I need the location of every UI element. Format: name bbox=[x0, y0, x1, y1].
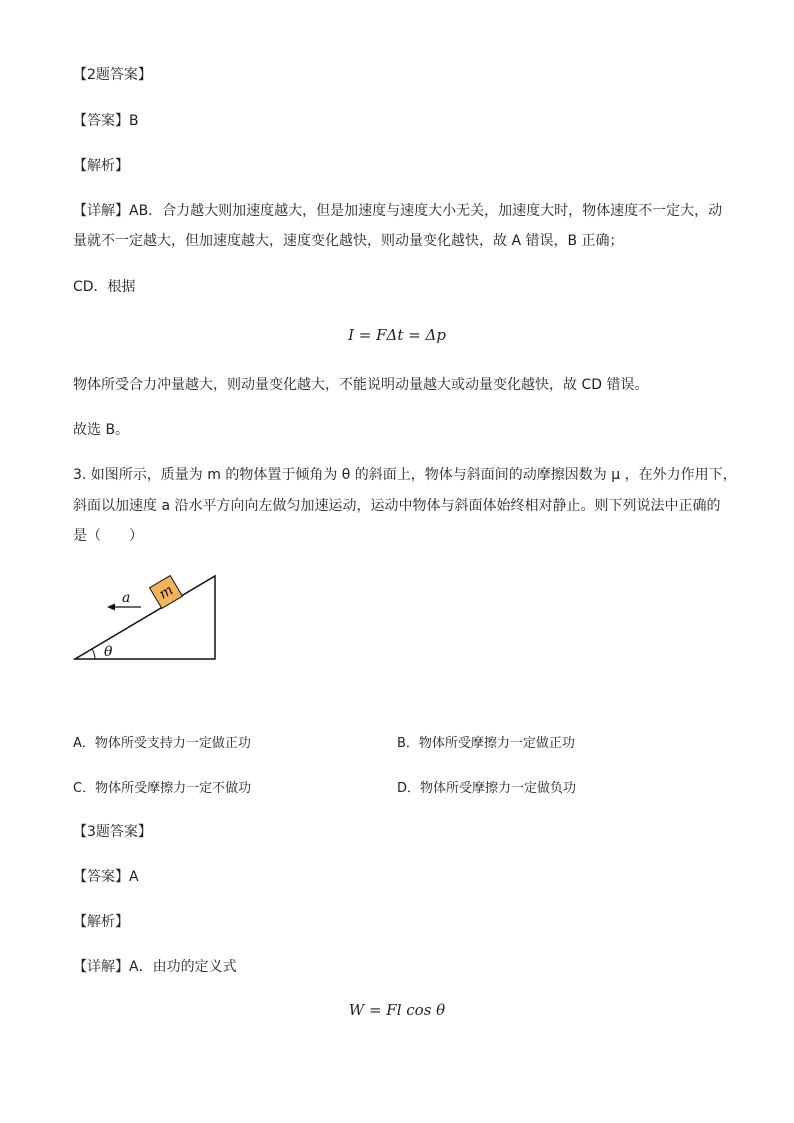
q2-detail-line-2: 量就不一定越大，但加速度越大，速度变化越快，则动量变化越快，故 A 错误，B 正确； bbox=[73, 233, 624, 249]
q2-cd-intro: CD．根据 bbox=[73, 279, 136, 295]
block-label: m bbox=[156, 582, 177, 603]
q3-option-c: C．物体所受摩擦力一定不做功 bbox=[73, 781, 252, 796]
q3-heading: 【3题答案】 bbox=[73, 824, 152, 840]
q3-detail-line-1: 【详解】A．由功的定义式 bbox=[73, 959, 237, 975]
q3-answer: 【答案】A bbox=[73, 869, 139, 885]
q3-stem-line-1: 3. 如图所示，质量为 m 的物体置于倾角为 θ 的斜面上，物体与斜面间的动摩擦因数为 μ ，在外力作用下， bbox=[73, 467, 737, 483]
angle-label: θ bbox=[104, 644, 113, 660]
q2-analysis-label: 【解析】 bbox=[73, 158, 129, 174]
q3-option-d: D．物体所受摩擦力一定做负功 bbox=[397, 781, 577, 796]
q3-analysis-label: 【解析】 bbox=[73, 914, 129, 930]
incline-triangle bbox=[75, 576, 215, 659]
q2-choice: 故选 B。 bbox=[73, 422, 130, 438]
angle-arc bbox=[92, 649, 95, 659]
q2-detail-line-1: 【详解】AB．合力越大则加速度越大，但是加速度与速度大小无关，加速度大时，物体速度不一定大，动 bbox=[73, 203, 723, 219]
arrow-head-icon bbox=[107, 604, 115, 611]
q3-option-b: B．物体所受摩擦力一定做正功 bbox=[397, 736, 575, 751]
incline-figure bbox=[73, 570, 223, 665]
q2-conclusion: 物体所受合力冲量越大，则动量变化越大，不能说明动量越大或动量变化越快，故 CD 错误。 bbox=[73, 377, 649, 393]
q2-equation: I = FΔt = Δp bbox=[348, 326, 446, 344]
q2-answer: 【答案】B bbox=[73, 113, 139, 129]
q2-heading: 【2题答案】 bbox=[73, 67, 152, 83]
q3-equation: W = Fl cos θ bbox=[348, 1001, 446, 1019]
q3-stem-line-2: 斜面以加速度 a 沿水平方向向左做匀加速运动，运动中物体与斜面体始终相对静止。则下列说法中正确的 bbox=[73, 498, 721, 514]
q3-option-a: A．物体所受支持力一定做正功 bbox=[73, 736, 251, 751]
acceleration-label: a bbox=[122, 590, 131, 606]
q3-stem-line-3: 是（ ） bbox=[73, 528, 143, 544]
